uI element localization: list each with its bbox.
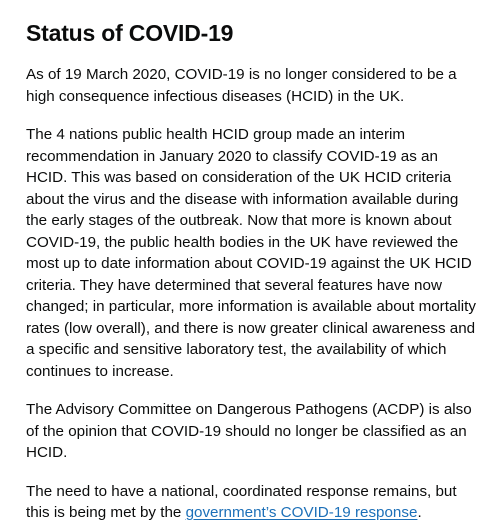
paragraph-national-response [26, 481, 476, 524]
government-response-link[interactable]: government’s COVID-19 response [185, 504, 418, 521]
paragraph-status: As of 19 March 2020, COVID-19 is no longer considered to be a high consequence infectious diseases (HCID) in the UK. [26, 66, 457, 105]
paragraph-background: The 4 nations public health HCID group made an interim recommendation in January 2020 to classify COVID-19 as an HCID. This was based on consideration of the UK HCID criteria about the virus and the disease with information available during the early stages of the outbreak. Now that more is known about COVID-19, the public health bodies in the UK have reviewed the most up to date information about COVID-19 against the UK HCID criteria. They have determined that several features have now changed; in particular, more information is available about mortality rates (low overall), and there is now greater clinical awareness and a specific and sensitive laboratory test, the availability of which continues to increase. [26, 126, 476, 380]
paragraph-acdp-opinion: The Advisory Committee on Dangerous Pathogens (ACDP) is also of the opinion that COVID-19 should no longer be classified as an HCID. [26, 401, 472, 461]
page-title: Status of COVID-19 [26, 20, 234, 46]
paragraph-text-after-link: . [417, 504, 422, 521]
paragraph-text-before-link: The need to have a national, coordinated response remains, but this is being met by the [26, 482, 457, 521]
